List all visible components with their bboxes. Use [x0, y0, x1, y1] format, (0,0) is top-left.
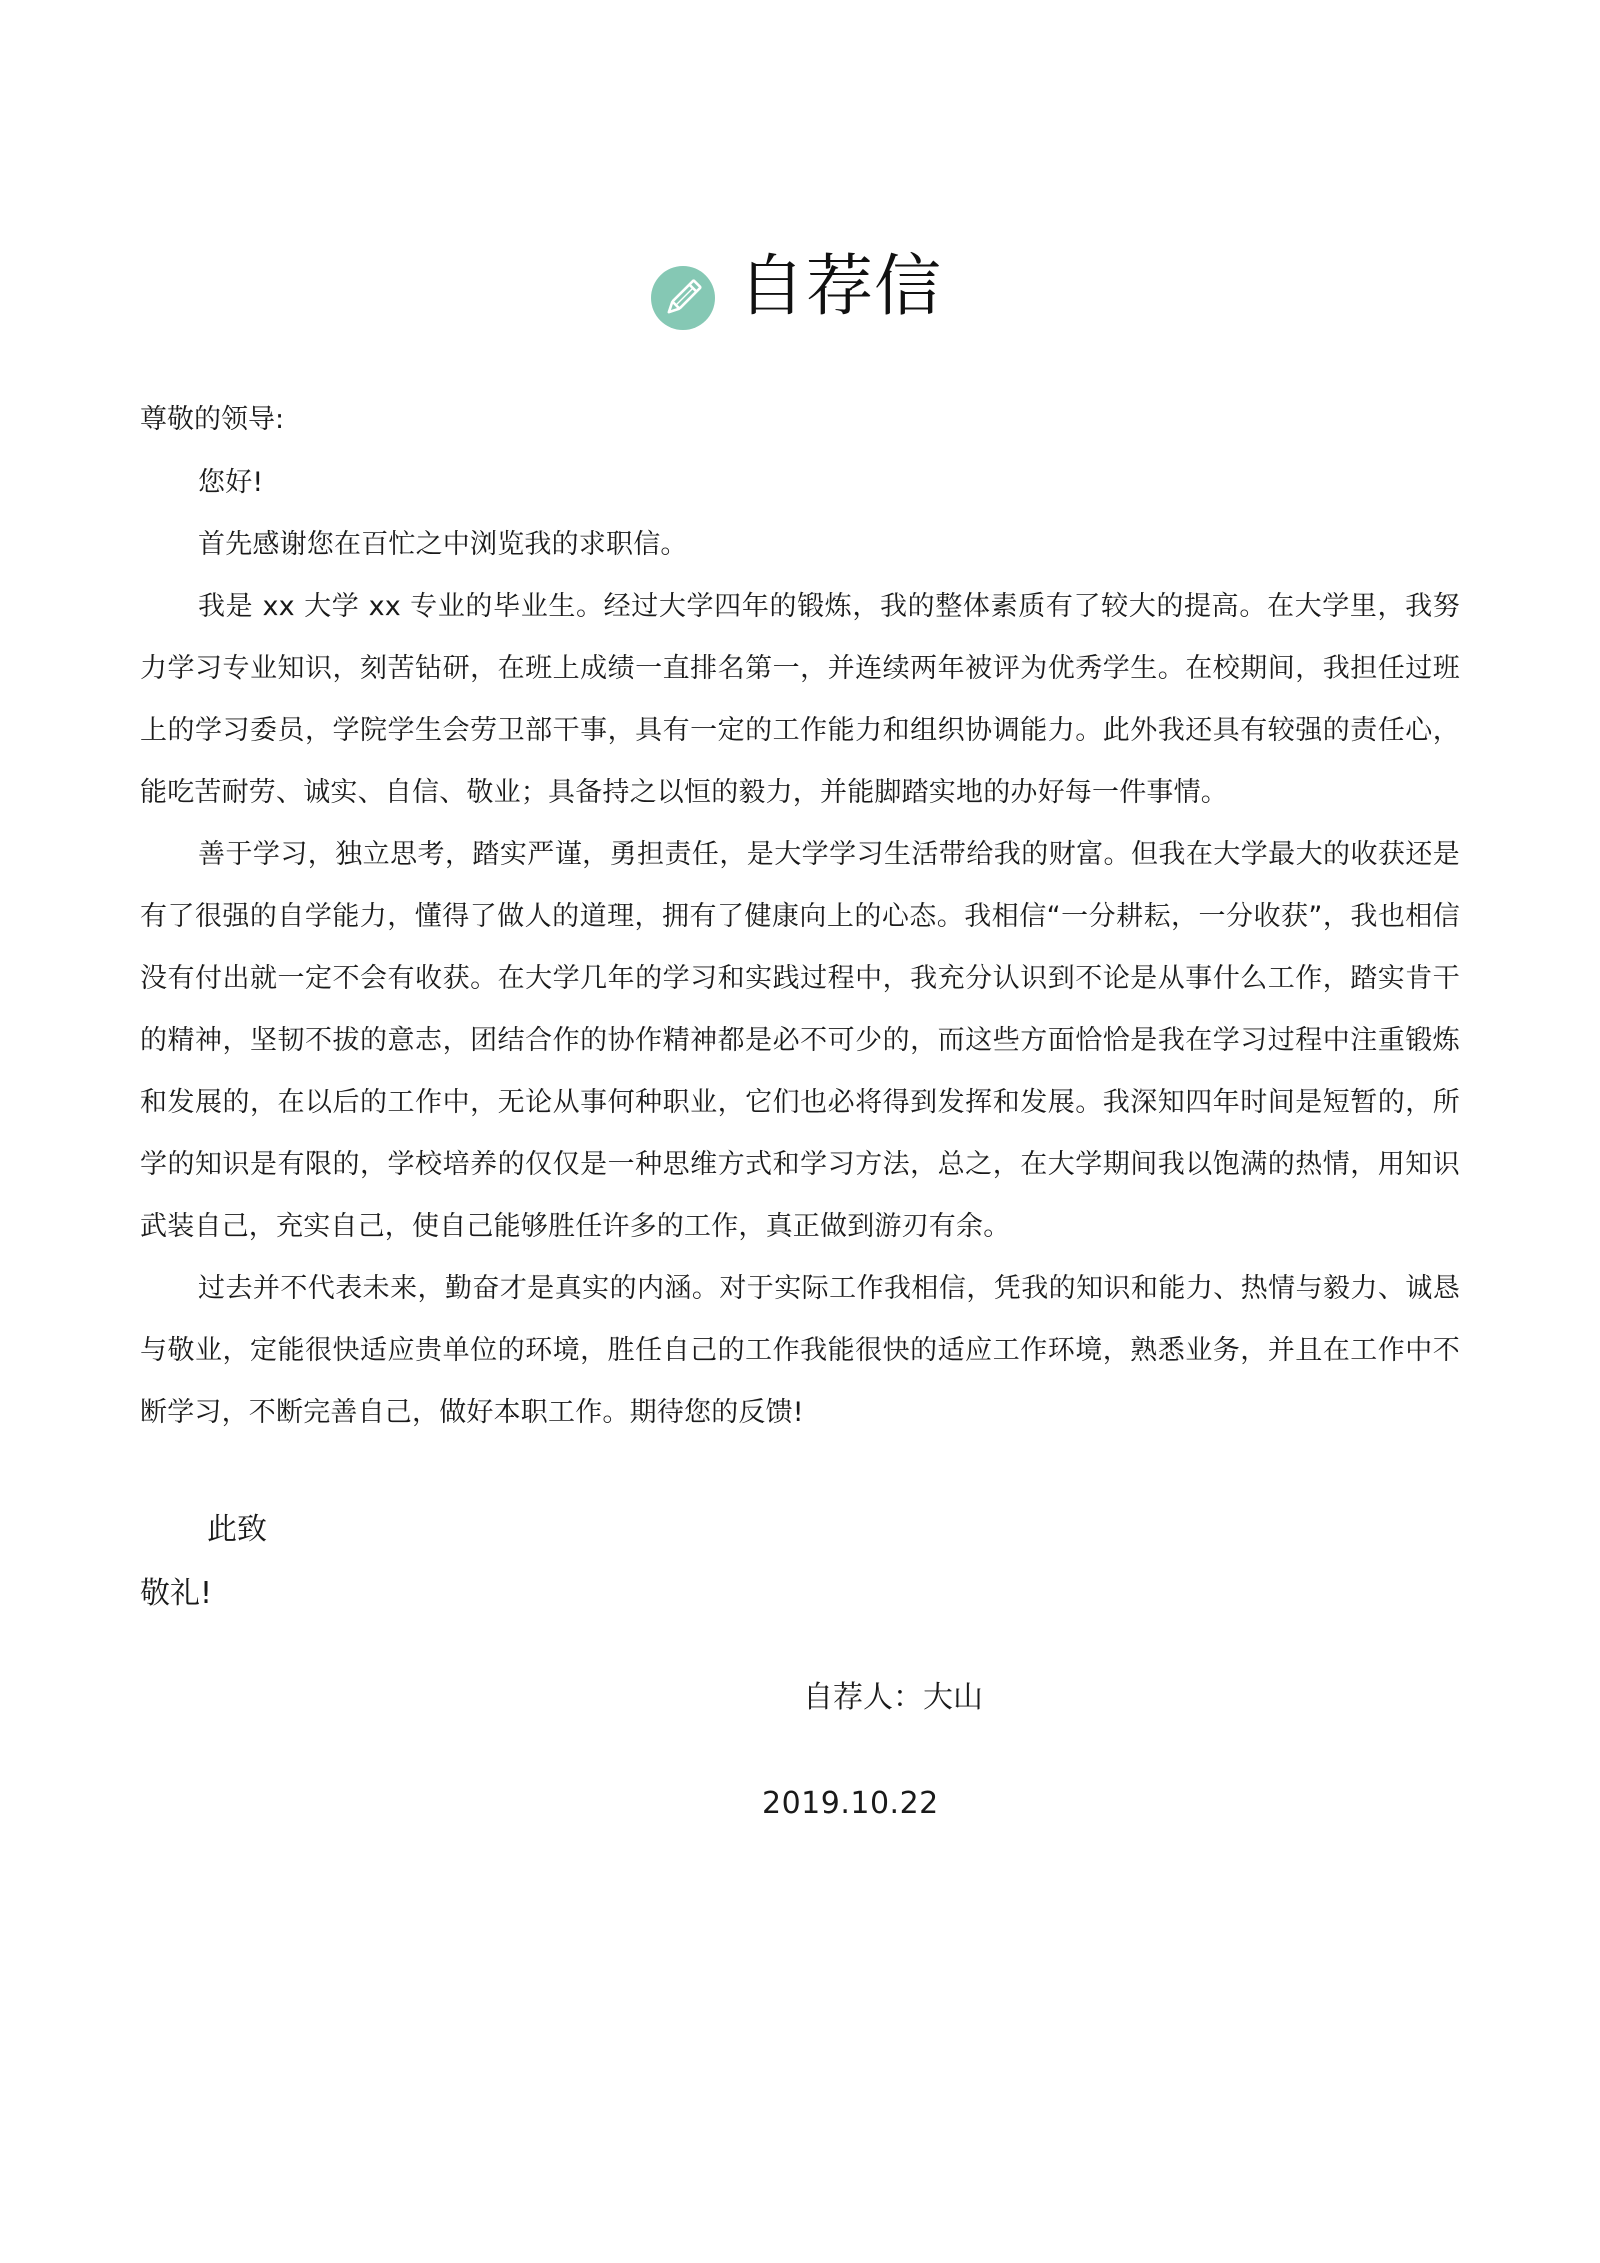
study-paragraph: 善于学习，独立思考，踏实严谨，勇担责任，是大学学习生活带给我的财富。但我在大学最大的收获还是有了很强的自学能力，懂得了做人的道理，拥有了健康向上的心态。我相信“一分耕耘，一分收获”，我也相信没有付出就一定不会有收获。在大学几年的学习和实践过程中，我充分认识到不论是从事什么工作，踏实肯干的精神，坚韧不拔的意志，团结合作的协作精神都是必不可少的，而这些方面恰恰是我在学习过程中注重锻炼和发展的，在以后的工作中，无论从事何种职业，它们也必将得到发挥和发展。我深知四年时间是短暂的，所学的知识是有限的，学校培养的仅仅是一种思维方式和学习方法，总之，在大学期间我以饱满的热情，用知识武装自己，充实自己，使自己能够胜任许多的工作，真正做到游刃有余。	[140, 839, 1460, 1242]
title-row	[0, 246, 1600, 326]
intro-paragraph: 我是 xx 大学 xx 专业的毕业生。经过大学四年的锻炼，我的整体素质有了较大的提高。在大学里，我努力学习专业知识，刻苦钻研，在班上成绩一直排名第一，并连续两年被评为优秀学生。在校期间，我担任过班上的学习委员，学院学生会劳卫部干事，具有一定的工作能力和组织协调能力。此外我还具有较强的责任心，能吃苦耐劳、诚实、自信、敬业；具备持之以恒的毅力，并能脚踏实地的办好每一件事情。	[140, 591, 1460, 808]
pencil-icon	[651, 266, 715, 330]
signature: 自荐人：大山	[803, 1680, 983, 1715]
regards: 敬礼!	[140, 1576, 213, 1611]
future-paragraph: 过去并不代表未来，勤奋才是真实的内涵。对于实际工作我相信，凭我的知识和能力、热情与毅力、诚恳与敬业，定能很快适应贵单位的环境，胜任自己的工作我能很快的适应工作环境，熟悉业务，并且在工作中不断学习，不断完善自己，做好本职工作。期待您的反馈!	[140, 1273, 1460, 1428]
greeting: 您好!	[198, 467, 264, 498]
closing: 此致	[207, 1512, 267, 1547]
thanks-paragraph: 首先感谢您在百忙之中浏览我的求职信。	[198, 529, 688, 560]
page-title: 自荐信	[738, 247, 942, 325]
date: 2019.10.22	[762, 1786, 939, 1821]
salutation: 尊敬的领导:	[140, 404, 285, 435]
